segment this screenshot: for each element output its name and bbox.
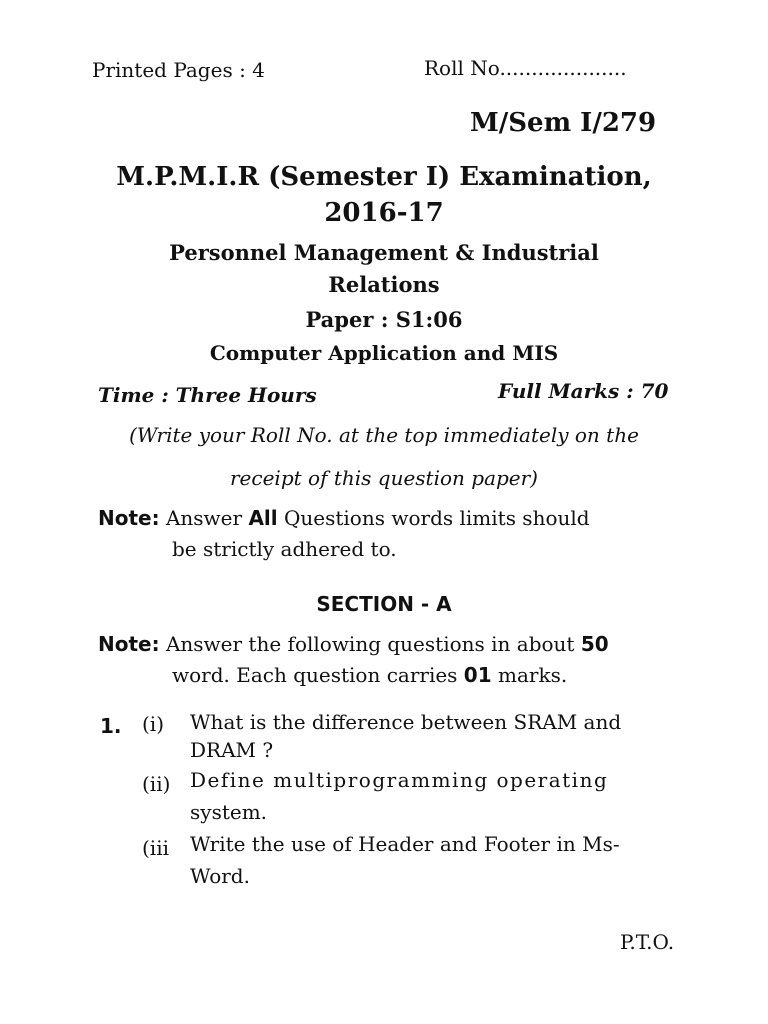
question-text-iii-line-2: Word. (190, 864, 250, 888)
time-allowed: Time : Three Hours (98, 383, 317, 407)
section-heading: SECTION - A (316, 592, 452, 616)
note-general: Note: Answer All Questions words limits should (98, 506, 590, 530)
question-text-ii-line-2: system. (190, 800, 268, 824)
paper-number: Paper : S1:06 (305, 307, 463, 332)
roll-no-field: Roll No.................... (424, 56, 627, 80)
exam-year: 2016-17 (324, 198, 444, 228)
question-text-i-line-1: What is the difference between SRAM and (190, 710, 622, 734)
pto-marker: P.T.O. (620, 930, 675, 954)
question-label-ii: (ii) (142, 772, 171, 796)
question-text-ii-line-1: Define multiprogramming operating (190, 768, 609, 792)
section-note-label: Note: (98, 632, 160, 656)
full-marks: Full Marks : 70 (498, 379, 669, 403)
note-emphasis: All (248, 506, 278, 530)
section-note-line-2: word. Each question carries 01 marks. (172, 663, 568, 687)
subject-line-1: Personnel Management & Industrial (169, 240, 599, 265)
printed-pages: Printed Pages : 4 (92, 58, 265, 82)
instruction-line-2: receipt of this question paper) (230, 466, 538, 490)
exam-title: M.P.M.I.R (Semester I) Examination, (116, 162, 652, 192)
paper-title: Computer Application and MIS (209, 341, 559, 365)
question-number: 1. (100, 714, 122, 738)
instruction-line-1: (Write your Roll No. at the top immediately on the (129, 423, 639, 447)
paper-code: M/Sem I/279 (470, 108, 657, 138)
note-general-line-2: be strictly adhered to. (172, 537, 397, 561)
question-label-i: (i) (142, 712, 165, 736)
question-text-i-line-2: DRAM ? (190, 738, 274, 762)
note-label: Note: (98, 506, 160, 530)
subject-line-2: Relations (328, 272, 440, 297)
question-label-iii: (iii (142, 836, 169, 860)
section-note: Note: Answer the following questions in about 50 (98, 632, 609, 656)
question-text-iii-line-1: Write the use of Header and Footer in Ms- (190, 832, 620, 856)
